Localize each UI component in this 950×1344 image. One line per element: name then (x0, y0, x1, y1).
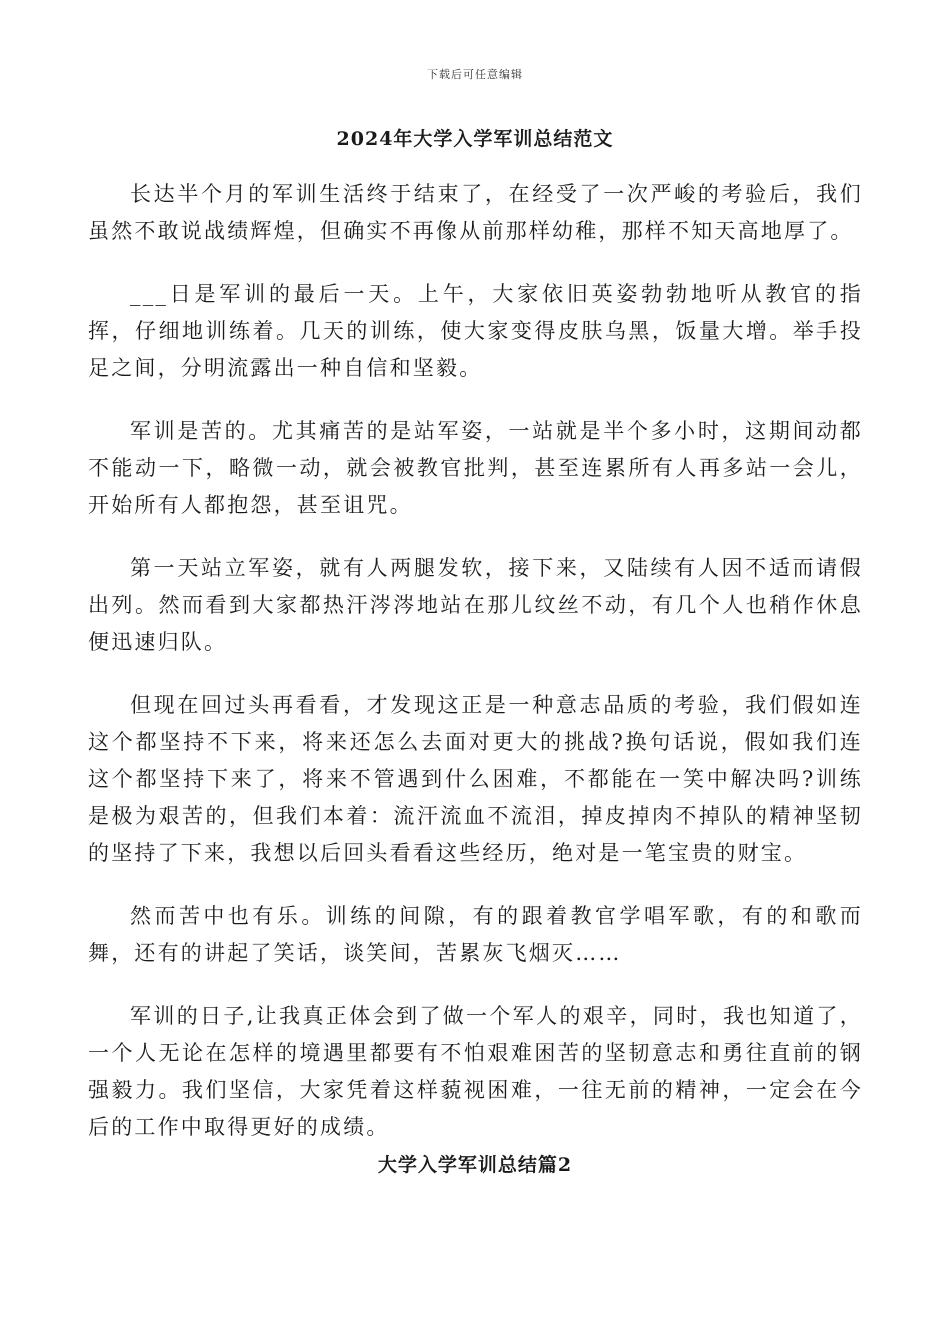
paragraph: 军训的日子,让我真正体会到了做一个军人的艰辛，同时，我也知道了，一个人无论在怎样的境遇里都要有不怕艰难困苦的坚韧意志和勇往直前的钢强毅力。我们坚信，大家凭着这样藐视困难，一往无前的精神，一定会在今后的工作中取得更好的成绩。 (88, 1004, 863, 1139)
paragraph: 第一天站立军姿，就有人两腿发软，接下来，又陆续有人因不适而请假出列。然而看到大家都热汗涔涔地站在那儿纹丝不动，有几个人也稍作休息便迅速归队。 (88, 556, 863, 654)
document-title: 2024年大学入学军训总结范文 (336, 128, 614, 150)
body-text (88, 176, 863, 1172)
paragraph: ___日是军训的最后一天。上午，大家依旧英姿勃勃地听从教官的指挥，仔细地训练着。几天的训练，使大家变得皮肤乌黑，饭量大增。举手投足之间，分明流露出一种自信和坚毅。 (88, 282, 863, 380)
paragraph: 军训是苦的。尤其痛苦的是站军姿，一站就是半个多小时，这期间动都不能动一下，略微一动，就会被教官批判，甚至连累所有人再多站一会儿，开始所有人都抱怨，甚至诅咒。 (88, 419, 863, 517)
header-note: 下载后可任意编辑 (427, 68, 523, 81)
section-title: 大学入学军训总结篇2 (377, 1154, 573, 1176)
paragraph: 然而苦中也有乐。训练的间隙，有的跟着教官学唱军歌，有的和歌而舞，还有的讲起了笑话，谈笑间，苦累灰飞烟灭…… (88, 904, 863, 965)
paragraph: 长达半个月的军训生活终于结束了，在经受了一次严峻的考验后，我们虽然不敢说战绩辉煌，但确实不再像从前那样幼稚，那样不知天高地厚了。 (88, 182, 863, 243)
paragraph: 但现在回过头再看看，才发现这正是一种意志品质的考验，我们假如连这个都坚持不下来，将来还怎么去面对更大的挑战?换句话说，假如我们连这个都坚持下来了，将来不管遇到什么困难，不都能在一笑中解决吗?训练是极为艰苦的，但我们本着：流汗流血不流泪，掉皮掉肉不掉队的精神坚韧的坚持了下来，我想以后回头看看这些经历，绝对是一笔宝贵的财宝。 (88, 693, 863, 865)
